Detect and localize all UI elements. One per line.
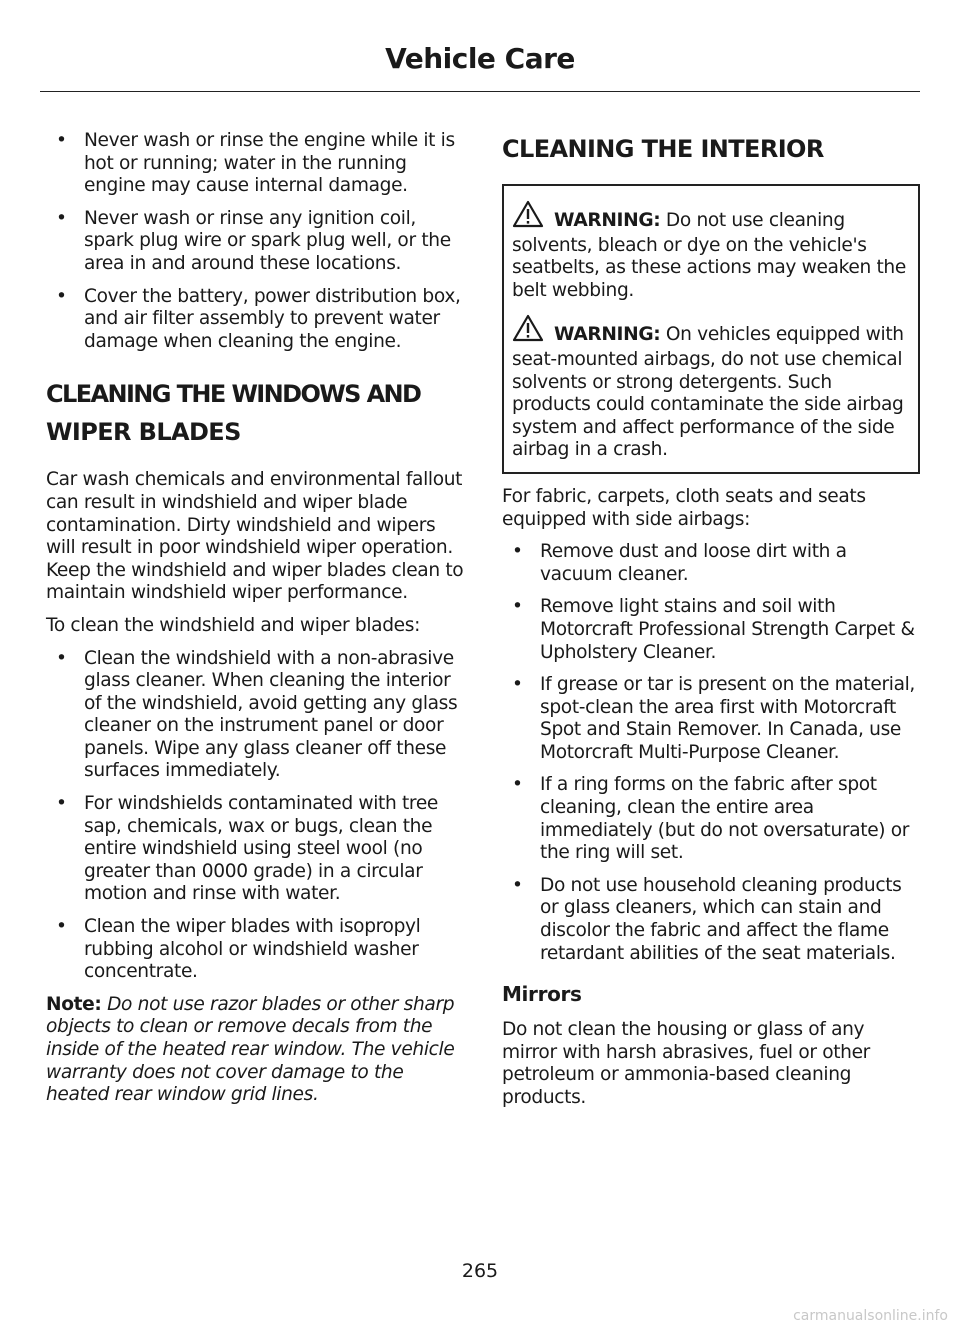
windows-lead-paragraph: To clean the windshield and wiper blades: (46, 614, 421, 636)
windows-heading-line1: CLEANING THE WINDOWS AND (46, 380, 421, 409)
list-item: • Remove light stains and soil with Motorcraft Professional Strength Carpet & Upholstery Cleaner. (502, 596, 920, 664)
list-item: • Remove dust and loose dirt with a vacuum cleaner. (502, 541, 920, 586)
windows-section-heading (46, 375, 464, 451)
fabric-lead-paragraph: For fabric, carpets, cloth seats and seats equipped with side airbags: (502, 485, 866, 530)
warning-box (502, 184, 920, 474)
fabric-cleaning-list (502, 541, 920, 965)
right-column (502, 130, 920, 1120)
list-item: • Do not use household cleaning products or glass cleaners, which can stain and discolor the fabric and affect the flame retardant abilities of the seat materials. (502, 875, 920, 965)
note-label: Note: (46, 993, 102, 1015)
warning-triangle-icon (512, 314, 554, 349)
windows-intro-paragraph: Car wash chemicals and environmental fallout can result in windshield and wiper blade contamination. Dirty windshield and wipers will result in poor windshield wiper operation. Keep the windshield and wiper blades clean to maintain windshield wiper performance. (46, 469, 464, 604)
warning-label: WARNING: (554, 324, 661, 346)
page-header-title: Vehicle Care (385, 42, 575, 75)
page-number: 265 (461, 1260, 499, 1282)
windows-heading-line2: WIPER BLADES (46, 418, 241, 447)
list-item: • Clean the wiper blades with isopropyl rubbing alcohol or windshield washer concentrate. (46, 916, 464, 984)
list-item: • If a ring forms on the fabric after spot cleaning, clean the entire area immediately (but do not oversaturate) or the ring will set. (502, 774, 920, 864)
left-column (46, 130, 464, 1117)
note-text: Do not use razor blades or other sharp objects to clean or remove decals from the inside of the heated rear window. The vehicle warranty does not cover damage to the heated rear window grid lines. (46, 993, 455, 1106)
header-divider (40, 91, 920, 92)
windows-cleaning-list (46, 648, 464, 984)
mirrors-heading: Mirrors (502, 982, 582, 1007)
mirrors-paragraph: Do not clean the housing or glass of any mirror with harsh abrasives, fuel or other petroleum or ammonia-based cleaning products. (502, 1019, 870, 1108)
list-item: • For windshields contaminated with tree sap, chemicals, wax or bugs, clean the entire windshield using steel wool (no greater than 0000 grade) in a circular motion and rinse with water. (46, 793, 464, 906)
warning-item (512, 314, 912, 462)
watermark: carmanualsonline.info (793, 1308, 948, 1324)
interior-section-heading: CLEANING THE INTERIOR (502, 135, 824, 163)
warning-text: On vehicles equipped with seat-mounted airbags, do not use chemical solvents or strong detergents. Such products could contaminate the side airbag system and affect performance of the side airbag in a crash. (512, 324, 904, 461)
warning-text: Do not use cleaning solvents, bleach or dye on the vehicle's seatbelts, as these actions may weaken the belt webbing. (512, 210, 906, 301)
list-item: • Never wash or rinse any ignition coil, spark plug wire or spark plug well, or the area in and around these locations. (46, 208, 464, 276)
list-item: • Clean the windshield with a non-abrasive glass cleaner. When cleaning the interior of the windshield, avoid getting any glass cleaner on the instrument panel or door panels. Wipe any glass cleaner off these surfaces immediately. (46, 648, 464, 784)
warning-label: WARNING: (554, 210, 661, 231)
list-item: • If grease or tar is present on the material, spot-clean the area first with Motorcraft Spot and Stain Remover. In Canada, use Motorcraft Multi-Purpose Cleaner. (502, 674, 920, 764)
list-item: • Cover the battery, power distribution box, and air filter assembly to prevent water damage when cleaning the engine. (46, 286, 464, 354)
engine-washing-list (46, 130, 464, 353)
warning-triangle-icon (512, 200, 554, 235)
note-paragraph (46, 994, 464, 1107)
list-item: • Never wash or rinse the engine while it is hot or running; water in the running engine may cause internal damage. (46, 130, 464, 198)
warning-item (512, 200, 912, 302)
